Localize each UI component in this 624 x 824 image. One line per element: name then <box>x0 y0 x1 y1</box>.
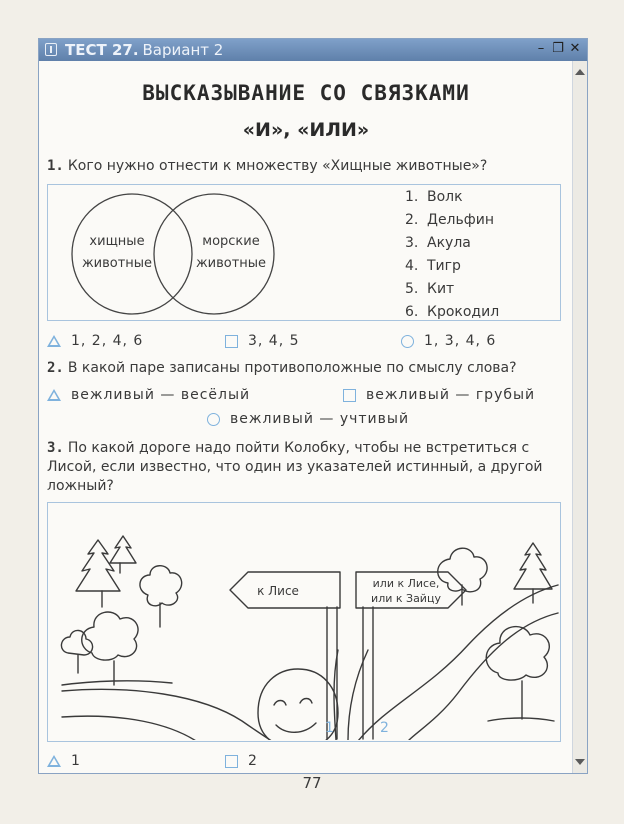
list-item: 6. Крокодил <box>405 304 500 320</box>
q1-answer-square[interactable]: 3, 4, 5 <box>225 333 300 349</box>
vertical-scrollbar[interactable] <box>572 61 587 773</box>
right-sign-text-2: или к Зайцу <box>371 592 441 605</box>
scroll-down-icon[interactable] <box>575 759 585 765</box>
left-sign-text: к Лисе <box>257 584 299 598</box>
list-item: 1. Волк <box>405 189 463 205</box>
list-item: 2. Дельфин <box>405 212 494 228</box>
page-subtitle: «И», «ИЛИ» <box>242 119 370 141</box>
circle-marker-icon <box>401 335 414 348</box>
triangle-marker-icon <box>47 335 61 347</box>
question-1-frame <box>47 184 561 321</box>
question-3: 3. По какой дороге надо пойти Колобку, чтобы не встретиться с Лисой, если известно, что один из указателей истинный, а другой ложный? <box>47 440 543 494</box>
app-icon <box>45 43 57 56</box>
test-window <box>38 38 588 774</box>
square-marker-icon <box>225 335 238 348</box>
triangle-marker-icon <box>47 389 61 401</box>
scroll-up-icon[interactable] <box>575 69 585 75</box>
venn-right-label: морские животные <box>195 234 267 271</box>
page-number: 77 <box>302 774 322 792</box>
q2-answer-triangle[interactable]: вежливый — весёлый <box>47 387 250 403</box>
venn-left-label: хищные животные <box>81 234 153 271</box>
question-3-frame <box>47 502 561 742</box>
circle-marker-icon <box>207 413 220 426</box>
road-number-2: 2 <box>380 720 389 736</box>
question-2: 2. В какой паре записаны противоположные по смыслу слова? <box>47 360 517 376</box>
title-bar <box>39 39 587 61</box>
q1-answer-triangle[interactable]: 1, 2, 4, 6 <box>47 333 143 349</box>
minimize-button[interactable]: – <box>537 41 545 56</box>
right-sign-text-1: или к Лисе, <box>372 577 440 590</box>
list-item: 4. Тигр <box>405 258 461 274</box>
question-1: 1. Кого нужно отнести к множеству «Хищные животные»? <box>47 158 488 174</box>
page-title: ВЫСКАЗЫВАНИЕ СО СВЯЗКАМИ <box>142 81 470 105</box>
window-title: ТЕСТ 27. Вариант 2 <box>65 41 224 59</box>
q2-answer-circle[interactable]: вежливый — учтивый <box>207 411 409 427</box>
list-item: 3. Акула <box>405 235 471 251</box>
road-illustration <box>48 503 559 740</box>
list-item: 5. Кит <box>405 281 455 297</box>
q3-answer-triangle[interactable]: 1 <box>47 753 81 769</box>
q2-answer-square[interactable]: вежливый — грубый <box>343 387 535 403</box>
q1-answer-circle[interactable]: 1, 3, 4, 6 <box>401 333 496 349</box>
triangle-marker-icon <box>47 755 61 767</box>
square-marker-icon <box>225 755 238 768</box>
square-marker-icon <box>343 389 356 402</box>
close-button[interactable]: ✕ <box>569 41 581 56</box>
q3-answer-square[interactable]: 2 <box>225 753 258 769</box>
road-number-1: 1 <box>325 720 334 736</box>
maximize-button[interactable]: ❐ <box>552 41 564 56</box>
